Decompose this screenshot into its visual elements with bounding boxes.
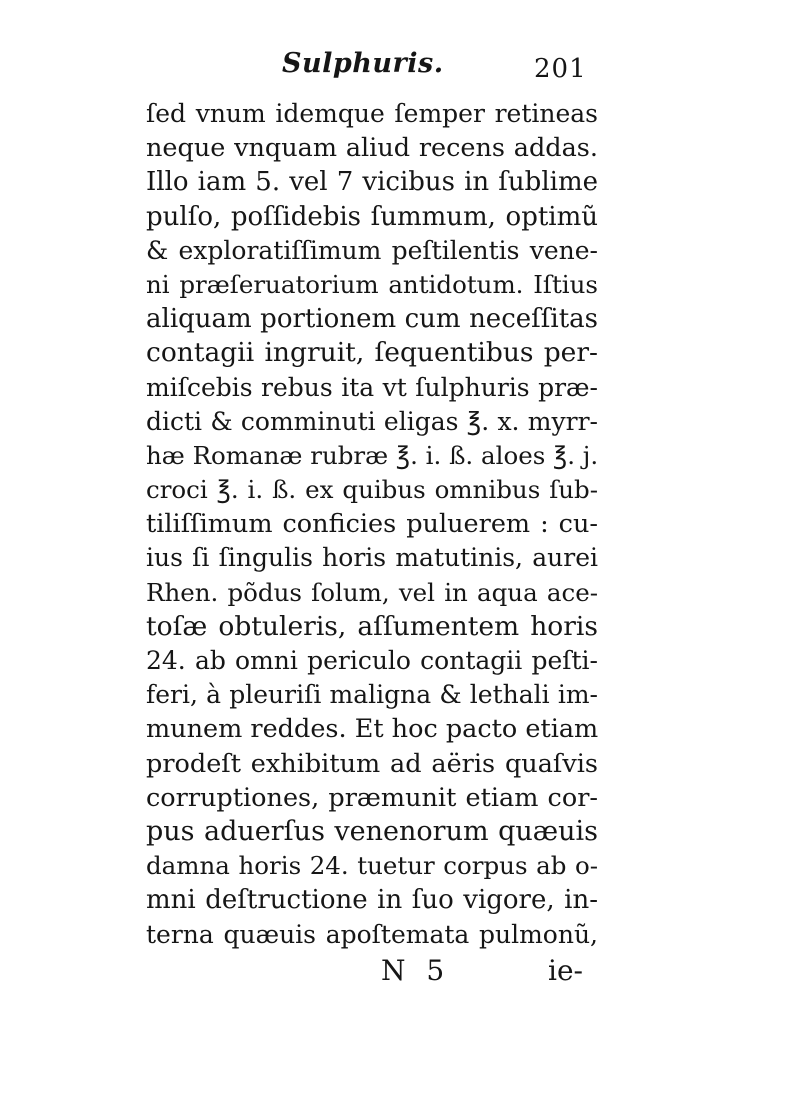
text-line: & exploratiſſimum peſtilentis vene- [146,235,598,265]
text-line: hæ Romanæ rubræ ℥. i. ß. aloes ℥. j. [146,440,599,470]
signature-mark: N 5 [381,954,451,987]
page-number: 201 [534,54,587,84]
text-line: contagii ingruit, ſequentibus per- [146,337,598,369]
text-line: pus aduerſus venenorum quæuis [146,815,598,847]
catchword: ie- [548,954,583,987]
page-footer [0,954,800,990]
body-text [146,97,598,952]
text-line: 24. ab omni periculo contagii peſti- [146,646,598,675]
text-line: corruptiones, præmunit etiam cor- [146,782,598,813]
text-line: prodeſt exhibitum ad aëris quaſvis [146,748,598,779]
text-line: dicti & comminuti eligas ℥. x. myrr- [146,406,598,436]
text-line: aliquam portionem cum neceſſitas [146,304,598,335]
text-line: mni deſtructione in ſuo vigore, in- [146,885,598,916]
text-line: terna quæuis apoſtemata pulmonũ, [146,919,598,949]
text-line: damna horis 24. tuetur corpus ab o- [146,851,598,881]
text-line: ius ſi ſingulis horis matutinis, aurei [146,543,598,573]
text-line: Illo iam 5. vel 7 vicibus in ſublime [146,167,598,198]
running-head [0,48,800,88]
text-line: Rhen. põdus ſolum, vel in aqua ace- [146,577,598,607]
text-line: feri, à pleuriſi maligna & lethali im- [146,680,598,710]
running-title: Sulphuris. [282,48,444,79]
text-line: croci ℥. i. ß. ex quibus omnibus ſub- [146,475,598,505]
text-line: munem reddes. Et hoc pacto etiam [146,714,599,745]
text-line: tiliſſimum conficies puluerem : cu- [146,509,598,540]
text-line: pulſo, poſſidebis ſummum, optimũ [146,201,598,232]
text-line: neque vnquam aliud recens addas. [146,133,598,164]
text-line: ni præſeruatorium antidotum. Iſtius [146,269,598,299]
text-line: toſæ obtuleris, aſſumentem horis [146,610,598,642]
text-line: ſed vnum idemque ſemper retineas [146,99,598,128]
text-line: miſcebis rebus ita vt ſulphuris præ- [146,372,598,402]
